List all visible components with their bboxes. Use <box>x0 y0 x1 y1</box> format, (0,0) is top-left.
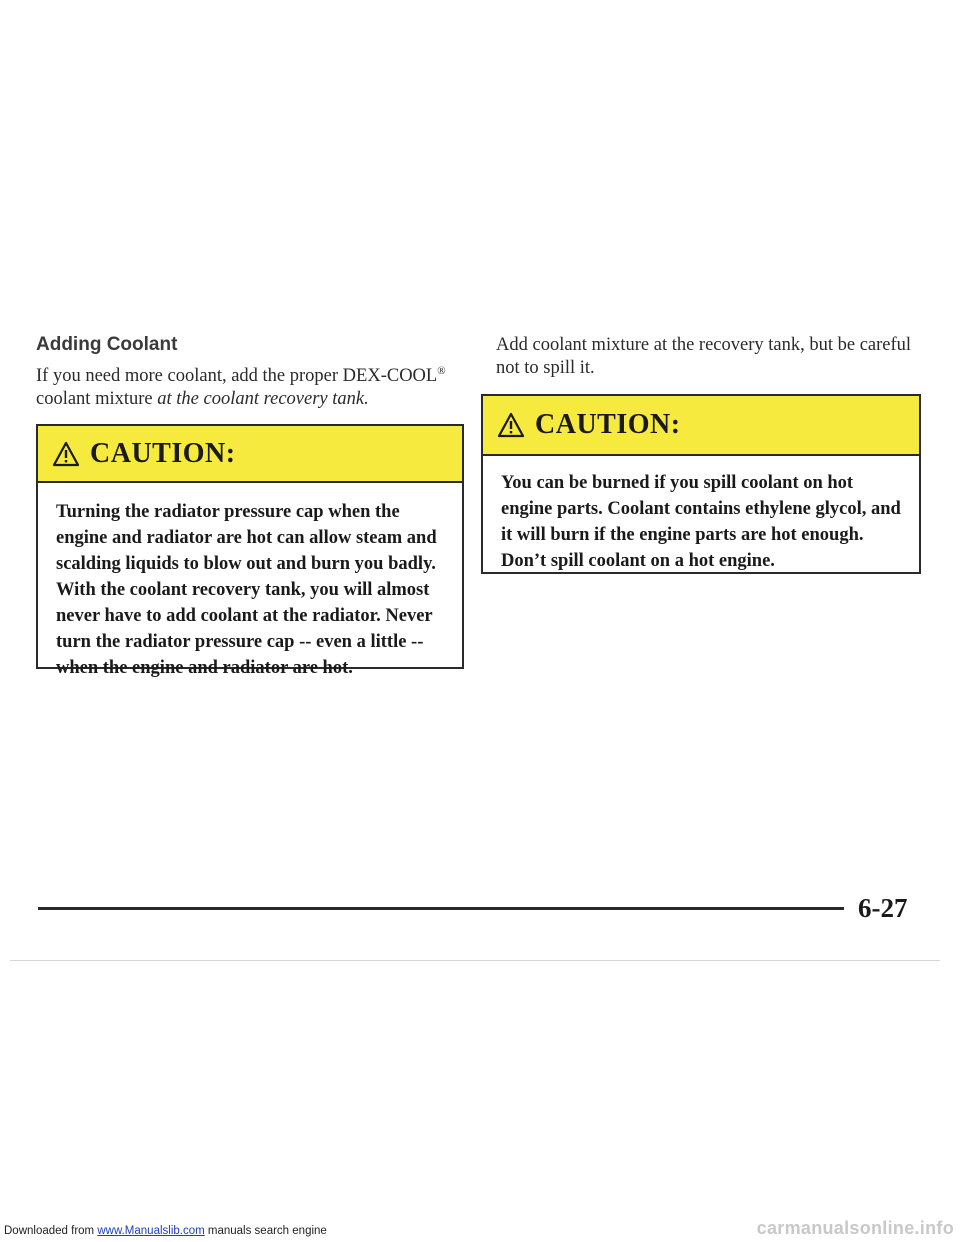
caution-body: You can be burned if you spill coolant on hot engine parts. Coolant contains ethylene glycol, and it will burn if the engine parts are hot enough. Don’t spill coolant on a hot engine. <box>501 473 901 571</box>
caution-box-spill <box>481 394 921 574</box>
caution-body: Turning the radiator pressure cap when the engine and radiator are hot can allow steam and scalding liquids to blow out and burn you badly. With the coolant recovery tank, you will almost never have to add coolant at the radiator. Never turn the radiator pressure cap -- even a little -- when the engine and radiator are hot. <box>56 502 437 678</box>
caution-label: CAUTION: <box>90 437 236 469</box>
page-number: 6-27 <box>858 893 908 923</box>
faint-divider <box>10 960 940 961</box>
intro-italic-text: at the coolant recovery tank. <box>157 389 369 409</box>
intro-text-1: If you need more coolant, add the proper DEX-COOL <box>36 366 438 386</box>
download-watermark <box>4 1225 327 1237</box>
caution-header <box>38 426 462 483</box>
watermark-suffix: manuals search engine <box>204 1225 327 1237</box>
caution-header <box>483 396 919 456</box>
intro-paragraph <box>36 365 456 411</box>
caution-label: CAUTION: <box>535 409 681 440</box>
right-intro-paragraph: Add coolant mixture at the recovery tank, but be careful not to spill it. <box>496 335 912 378</box>
warning-triangle-icon <box>497 412 525 438</box>
footer-rule <box>38 907 844 910</box>
site-watermark: carmanualsonline.info <box>756 1218 954 1238</box>
watermark-prefix: Downloaded from <box>4 1225 98 1237</box>
warning-triangle-icon <box>52 441 80 467</box>
caution-box-radiator-cap <box>36 424 464 678</box>
registered-mark: ® <box>437 364 446 377</box>
manualslib-link[interactable]: www.Manualslib.com <box>97 1225 205 1237</box>
section-heading: Adding Coolant <box>36 334 178 355</box>
intro-text-2: coolant mixture <box>36 389 158 409</box>
